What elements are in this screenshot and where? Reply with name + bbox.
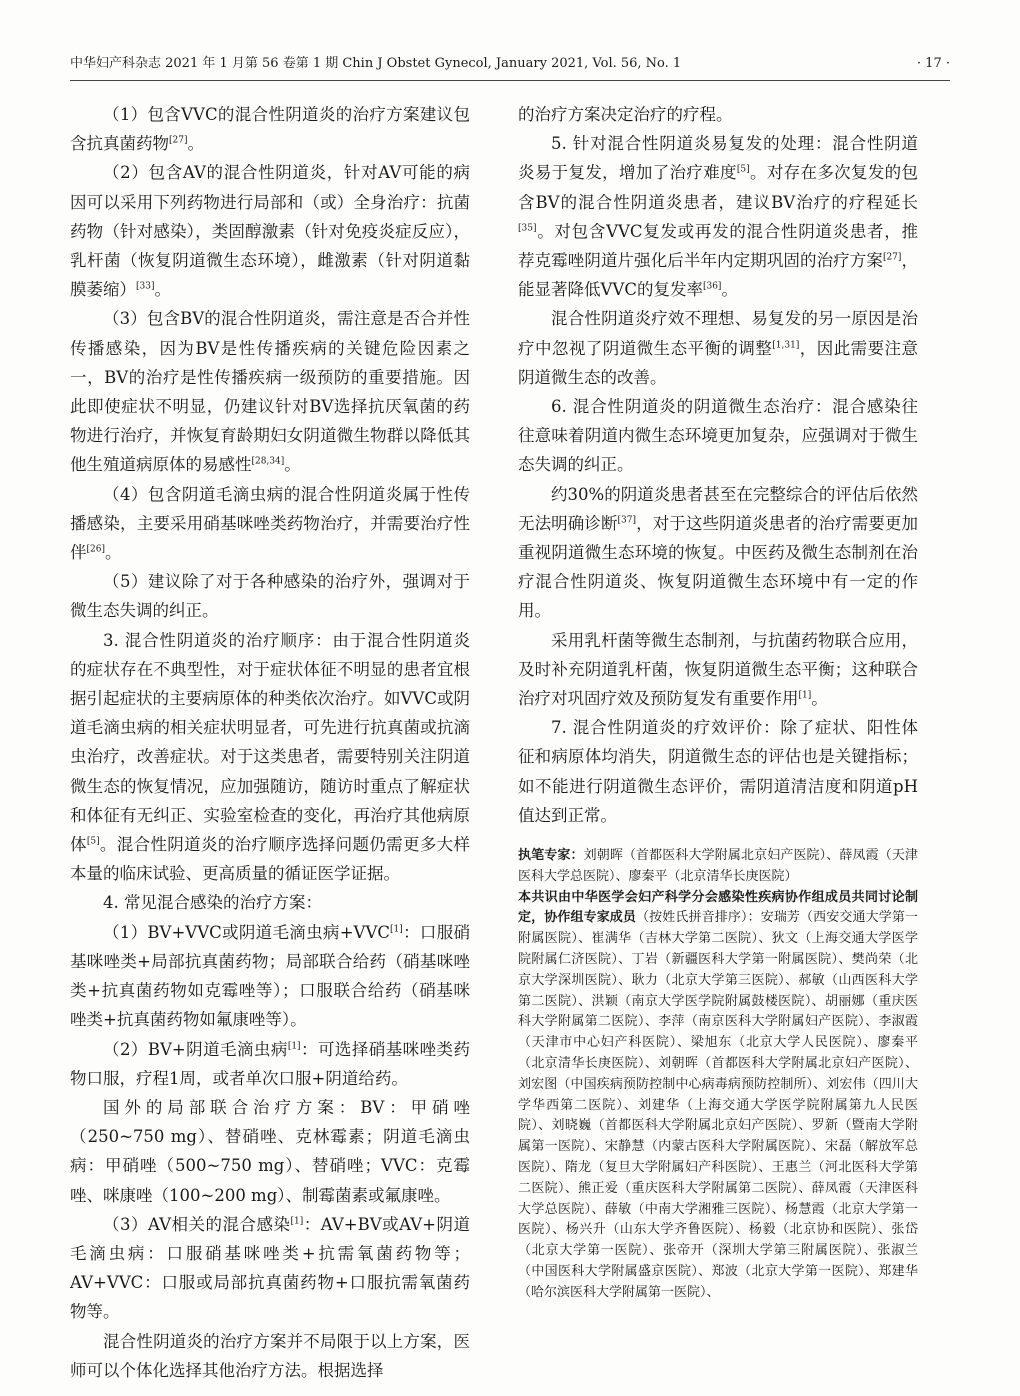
page-number: · 17 · (916, 56, 950, 71)
paragraph: 混合性阴道炎疗效不理想、易复发的另一原因是治疗中忽视了阴道微生态平衡的调整[1,31]，因此需要注意阴道微生态的改善。 (518, 309, 919, 387)
paragraph: （3）AV相关的混合感染[1]：AV+BV或AV+阴道毛滴虫病：口服硝基咪唑类+抗需氧菌药物等；AV+VVC：口服或局部抗真菌药物+口服抗需氧菌药物等。 (70, 1214, 470, 1322)
paragraph: （2）BV+阴道毛滴虫病[1]：可选择硝基咪唑类药物口服，疗程1周，或者单次口服+阴道给药。 (70, 1039, 471, 1088)
citation: [1] (287, 1041, 301, 1051)
paragraph: 混合性阴道炎的治疗方案并不局限于以上方案，医师可以个体化选择其他治疗方法。根据选择 (70, 1331, 470, 1380)
paragraph-continuation: 的治疗方案决定治疗的疗程。 (518, 105, 733, 124)
citation: [36] (702, 281, 722, 292)
paragraph: （2）包含AV的混合性阴道炎，针对AV可能的病因可以采用下列药物进行局部和（或）全身治疗：抗菌药物（针对感染），类固醇激素（针对免疫炎症反应），乳杆菌（恢复阴道微生态环境），雌激素（针对阴道黏膜萎缩）[33]。 (70, 163, 470, 300)
header-divider (70, 80, 950, 81)
citation: [5] (736, 164, 750, 175)
section-paragraph: 3. 混合性阴道炎的治疗顺序：由于混合性阴道炎的症状存在不典型性，对于症状体征不明显的患者宜根据引起症状的主要病原体的种类依次治疗。如VVC或阴道毛滴虫病的相关症状明显者，可先进行抗真菌或抗滴虫治疗，改善症状。对于这类患者，需要特别关注阴道微生态的恢复情况，应加强随访，随访时重点了解症状和体征有无纠正、实验室检查的变化，再治疗其他病原体[5]。混合性阴道炎的治疗顺序选择问题仍需更多大样本量的临床试验、更高质量的循证医学证据。 (70, 630, 471, 884)
paragraph: （1）包含VVC的混合性阴道炎的治疗方案建议包含抗真菌药物[27]。 (70, 105, 470, 154)
working-group: 本共识由中华医学会妇产科学分会感染性疾病协作组成员共同讨论制定，协作组专家成员（按姓氏拼音排序）：安瑞芳（西安交通大学第一附属医院）、崔满华（吉林大学第二医院）、狄文（上海交通大学医学院附属仁济医院）、丁岩（新疆医科大学第一附属医院）、樊尚荣（北京大学深圳医院）、耿力（北京大学第三医院）、郝敏（山西医科大学第二医院）、洪颖（南京大学医学院附属鼓楼医院）、胡丽娜（重庆医科大学附属第二医院）、李萍（南京医科大学附属妇产医院）、李淑霞（天津市中心妇产科医院）、梁旭东（北京大学人民医院）、廖秦平（北京清华长庚医院）、刘朝晖（首都医科大学附属北京妇产医院）、刘宏图（中国疾病预防控制中心病毒病预防控制所）、刘宏伟（四川大学华西第二医院）、刘建华（上海交通大学医学院附属第九人民医院）、刘晓巍（首都医科大学附属北京妇产医院）、罗新（暨南大学附属第一医院）、宋静慧（内蒙古医科大学附属医院）、宋磊（解放军总医院）、隋龙（复旦大学附属妇产科医院）、王惠兰（河北医科大学第二医院）、熊正爱（重庆医科大学附属第二医院）、薛凤霞（天津医科大学总医院）、薛敏（中南大学湘雅三医院）、杨慧霞（北京大学第一医院）、杨兴升（山东大学齐鲁医院）、杨毅（北京协和医院）、张岱（北京大学第一医院）、张帝开（深圳大学第三附属医院）、张淑兰（中国医科大学附属盛京医院）、郑波（北京大学第一医院）、郑建华（哈尔滨医科大学附属第一医院）、 (518, 889, 918, 1300)
citation: [1,31] (772, 340, 800, 351)
citation: [35] (518, 223, 537, 234)
citation: [37] (617, 515, 637, 526)
paragraph: 国外的局部联合治疗方案：BV：甲硝唑（250~750 mg）、替硝唑、克林霉素；阴道毛滴虫病：甲硝唑（500~750 mg）、替硝唑；VVC：克霉唑、咪康唑（100~200 mg）、制霉菌素或氟康唑。 (70, 1097, 470, 1205)
paragraph: （1）BV+VVC或阴道毛滴虫病+VVC[1]：口服硝基咪唑类+局部抗真菌药物；局部联合给药（硝基咪唑类+抗真菌药物如克霉唑等）；口服联合给药（硝基咪唑类+抗真菌药物如氟康唑等）。 (70, 922, 471, 1030)
paragraph: （5）建议除了对于各种感染的治疗外，强调对于微生态失调的纠正。 (70, 572, 470, 621)
citation: [5] (86, 836, 100, 847)
citation: [26] (86, 544, 105, 555)
section-heading: 4. 常见混合感染的治疗方案： (103, 893, 322, 913)
citation: [33] (136, 281, 155, 292)
citation: [27] (882, 252, 902, 263)
paragraph: 约30%的阴道炎患者甚至在完整综合的评估后依然无法明确诊断[37]，对于这些阴道炎患者的治疗需要更加重视阴道微生态环境的恢复。中医药及微生态制剂在治疗混合性阴道炎、恢复阴道微生态环境中有一定的作用。 (518, 484, 919, 621)
writing-experts-label: 执笔专家： (518, 848, 584, 864)
left-column (70, 100, 471, 1380)
working-group-label: 本共识由中华医学会妇产科学分会感染性疾病协作组成员共同讨论制定，协作组专家成员 (518, 889, 918, 926)
section-paragraph: 7. 混合性阴道炎的疗效评价：除了症状、阳性体征和病原体均消失，阴道微生态的评估也是关键指标；如不能进行阴道微生态评价，需阴道清洁度和阴道pH值达到正常。 (518, 718, 918, 825)
running-header (70, 54, 950, 74)
paragraph: （3）包含BV的混合性阴道炎，需注意是否合并性传播感染，因为BV是性传播疾病的关键危险因素之一，BV的治疗是性传播疾病一级预防的重要措施。因此即使症状不明显，仍建议针对BV选择抗厌氧菌的药物进行治疗，并恢复育龄期妇女阴道微生物群以降低其他生殖道病原体的易感性[28,34]。 (70, 309, 470, 475)
expert-list (518, 846, 918, 1304)
citation: [27] (169, 135, 188, 146)
citation: [1] (290, 1216, 304, 1227)
section-paragraph: 6. 混合性阴道炎的阴道微生态治疗：混合感染往往意味着阴道内微生态环境更加复杂，应强调对于微生态失调的纠正。 (518, 397, 918, 475)
journal-citation: 中华妇产科杂志 2021 年 1 月第 56 卷第 1 期 Chin J Obstet Gynecol, January 2021, Vol. 56, No. 1 (70, 56, 682, 71)
right-column (518, 100, 918, 1315)
citation: [1] (798, 690, 812, 701)
citation: [28,34] (251, 456, 285, 467)
section-paragraph: 5. 针对混合性阴道炎易复发的处理：混合性阴道炎易于复发，增加了治疗难度[5]。对存在多次复发的包含BV的混合性阴道炎患者，建议BV治疗的疗程延长[35]。对包含VVC复发或再发的混合性阴道炎患者，推荐克霉唑阴道片强化后半年内定期巩固的治疗方案[27]，能显著降低VVC的复发率[36]。 (518, 134, 919, 300)
citation: [1] (390, 924, 403, 935)
writing-experts: 执笔专家：刘朝晖（首都医科大学附属北京妇产医院）、薛凤霞（天津医科大学总医院）、廖秦平（北京清华长庚医院） (518, 848, 918, 884)
paragraph: （4）包含阴道毛滴虫病的混合性阴道炎属于性传播感染，主要采用硝基咪唑类药物治疗，并需要治疗性伴[26]。 (70, 484, 470, 563)
paragraph: 采用乳杆菌等微生态制剂，与抗菌药物联合应用，及时补充阴道乳杆菌，恢复阴道微生态平衡；这种联合治疗对巩固疗效及预防复发有重要作用[1]。 (518, 630, 918, 709)
